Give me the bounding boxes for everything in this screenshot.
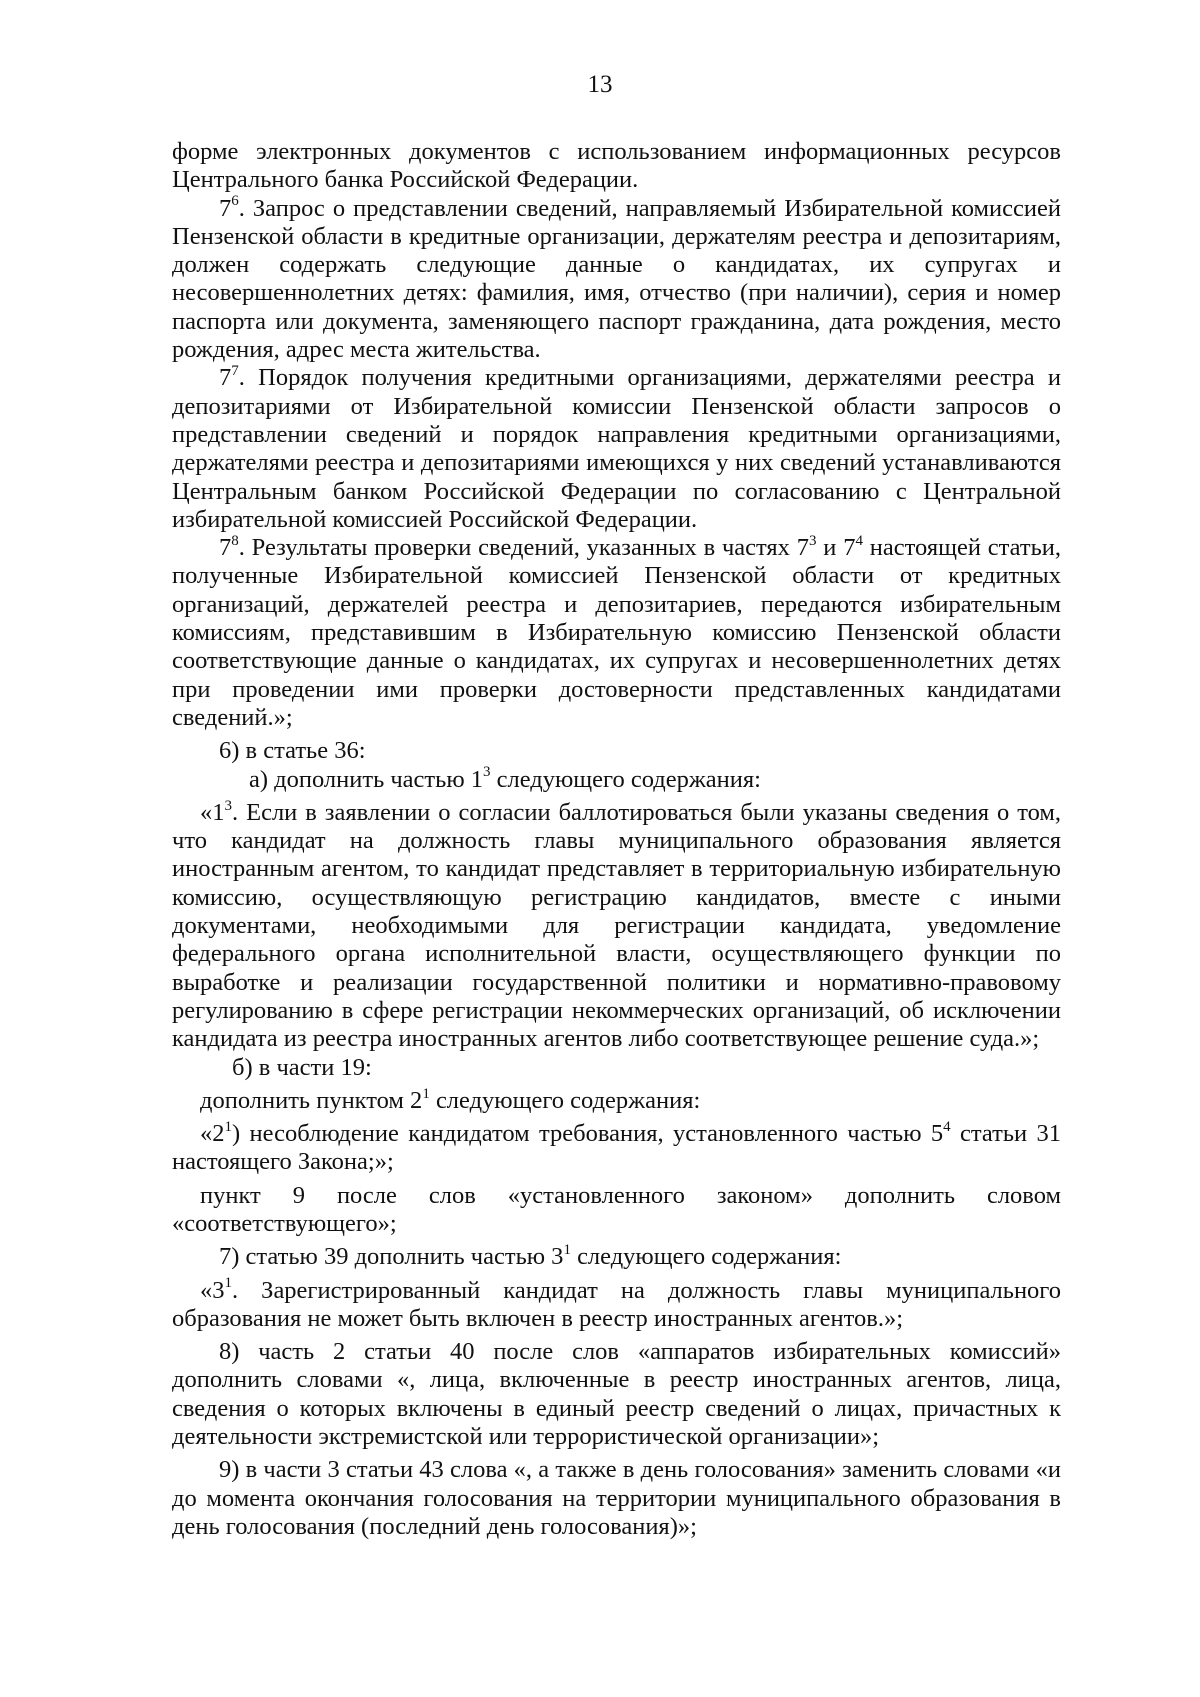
part-number: 7 — [219, 194, 232, 222]
paragraph-text: . Порядок получения кредитными организациями, держателями реестра и депозитариями от Избирательной комиссии Пензенской области запросов о представлении сведений и порядок направления кредитными организациями, держателями реестра и депозитариями имеющихся у них сведений устанавливаются Центральным банком Российской Федерации по согласованию с Центральной избирательной комиссией Российской Федерации. — [172, 364, 1061, 533]
paragraph-text: следующего содержания: — [429, 1086, 701, 1114]
paragraph-text: 9) в части 3 статьи 43 слова «, а также в день голосования» заменить словами «и до момента окончания голосования на территории муниципального образования в день голосования (последний день голосования)»; — [172, 1456, 1061, 1540]
paragraph-text: . Если в заявлении о согласии баллотироваться были указаны сведения о том, что кандидат на должность главы муниципального образования является иностранным агентом, то кандидат представляет в территориальную избирательную комиссию, осуществляющую регистрацию кандидатов, вместе с иными документами, необходимыми для регистрации кандидата, уведомление федерального органа исполнительной власти, осуществляющего функции по выработке и реализации государственной политики и нормативно-правовому регулированию в сфере регистрации некоммерческих организаций, об исключении кандидата из реестра иностранных агентов либо соответствующее решение суда.»; — [172, 798, 1061, 1053]
paragraph-text: ) несоблюдение кандидатом требования, установленного частью 5 — [232, 1120, 944, 1148]
paragraph-text: . Результаты проверки сведений, указанных в частях 7 — [238, 534, 809, 562]
paragraph-add-2-1 — [172, 1087, 1061, 1115]
superscript: 7 — [231, 363, 239, 380]
paragraph-text: . Запрос о представлении сведений, направляемый Избирательной комиссией Пензенской области в кредитные организации, держателям реестра и депозитариям, должен содержать следующие данные о кандидатах, их супругах и несовершеннолетних детях: фамилия, имя, отчество (при наличии), серия и номер паспорта или документа, заменяющего паспорт гражданина, дата рождения, место рождения, адрес места жительства. — [172, 194, 1061, 364]
paragraph-text: следующего содержания: — [570, 1243, 842, 1271]
paragraph-text: настоящей статьи, полученные Избирательной комиссией Пензенской области от кредитных организаций, держателей реестра и депозитариев, передаются избирательным комиссиям, представившим в Избирательную комиссию Пензенской области соответствующие данные о кандидатах, их супругах и несовершеннолетних детях при проведении ими проверки достоверности представленных кандидатами сведений.»; — [172, 534, 1061, 731]
page-number: 13 — [587, 71, 613, 98]
paragraph-text: 7) статью 39 дополнить частью 3 — [219, 1243, 564, 1271]
document-body — [172, 138, 1061, 1541]
item-8 — [172, 1338, 1061, 1451]
superscript: 4 — [855, 533, 863, 549]
superscript: 3 — [483, 764, 491, 781]
paragraph-7-6 — [172, 195, 1061, 365]
superscript: 3 — [224, 797, 232, 814]
paragraph-7-7 — [172, 364, 1061, 534]
paragraph-text: пункт 9 после слов «установленного законом» дополнить словом «соответствующего»; — [172, 1181, 1061, 1237]
superscript: 1 — [563, 1242, 571, 1259]
paragraph-text: а) дополнить частью 1 — [249, 765, 483, 793]
paragraph-1-3 — [172, 799, 1061, 1054]
subitem-a — [172, 766, 1061, 794]
subitem-b — [172, 1054, 1061, 1082]
part-number: 7 — [219, 364, 232, 392]
superscript: 6 — [231, 193, 239, 210]
paragraph-text: форме электронных документов с использованием информационных ресурсов Центрального банка Российской Федерации. — [172, 138, 1061, 194]
item-7 — [172, 1243, 1061, 1271]
superscript: 4 — [943, 1118, 951, 1135]
paragraph-point-9 — [172, 1182, 1061, 1239]
superscript: 1 — [224, 1118, 232, 1135]
item-9 — [172, 1456, 1061, 1541]
paragraph-2-1 — [172, 1120, 1061, 1177]
paragraph-text: «1 — [200, 798, 225, 826]
superscript: 8 — [231, 533, 239, 549]
superscript: 3 — [809, 533, 817, 549]
paragraph-text: . Зарегистрированный кандидат на должность главы муниципального образования не может быть включен в реестр иностранных агентов.»; — [172, 1276, 1061, 1332]
paragraph-text: «3 — [200, 1276, 225, 1304]
paragraph-text: 8) часть 2 статьи 40 после слов «аппаратов избирательных комиссий» дополнить словами «, лица, включенные в реестр иностранных агентов, лица, сведения о которых включены в единый реестр сведений о лицах, причастных к деятельности экстремистской или террористической организации»; — [172, 1338, 1061, 1451]
part-number: 7 — [219, 534, 232, 562]
paragraph-text: статьи 31 настоящего Закона;»; — [172, 1120, 1061, 1176]
paragraph-continuation — [172, 138, 1061, 195]
superscript: 1 — [422, 1085, 430, 1102]
superscript: 1 — [224, 1275, 232, 1292]
paragraph-text: следующего содержания: — [490, 765, 761, 793]
paragraph-7-8 — [172, 534, 1061, 732]
paragraph-3-1 — [172, 1277, 1061, 1334]
paragraph-text: б) в части 19: — [232, 1053, 372, 1081]
paragraph-text: «2 — [200, 1120, 225, 1148]
item-6 — [172, 737, 1061, 765]
paragraph-text: дополнить пунктом 2 — [200, 1086, 423, 1114]
paragraph-text: 6) в статье 36: — [219, 737, 366, 765]
paragraph-text: и 7 — [816, 534, 856, 562]
